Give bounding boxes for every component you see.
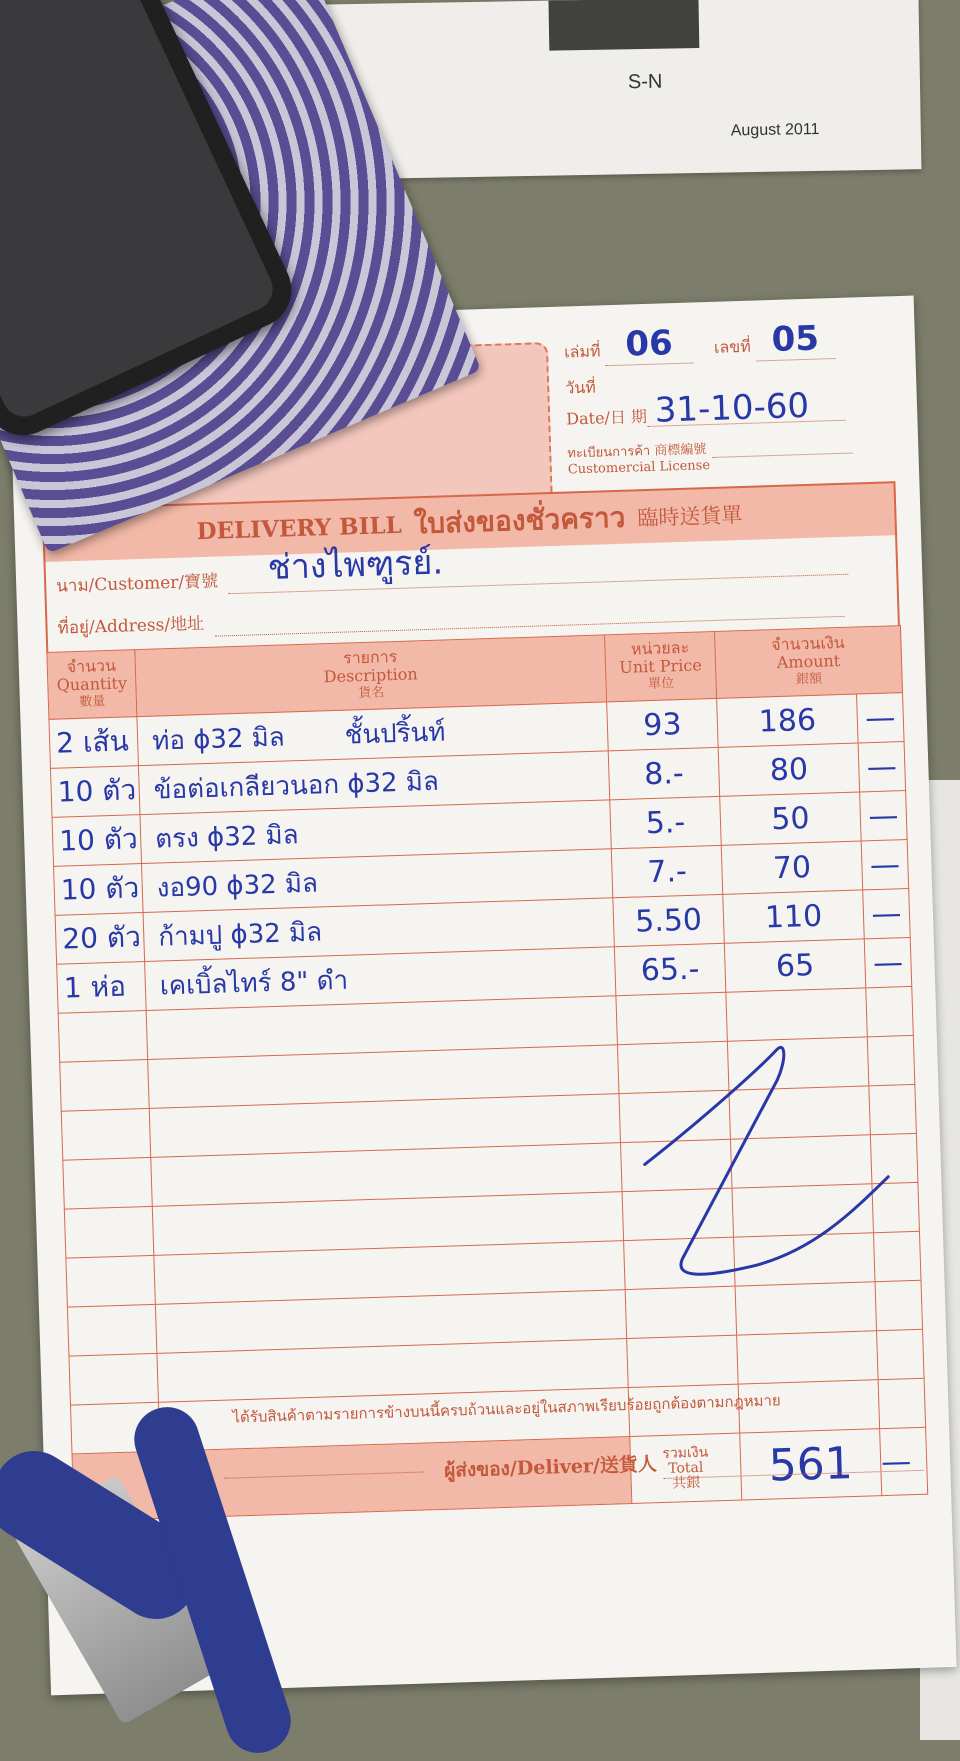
license-label-th: ทะเบียนการค้า 商標編號: [567, 442, 707, 462]
background-date: August 2011: [730, 120, 820, 140]
date-field: [565, 370, 845, 430]
row-price: 65.-: [614, 943, 725, 995]
total-value: 561: [740, 1429, 882, 1500]
row-note: ชั้นปริ้นท์: [344, 716, 446, 751]
row-qty: 10 ตัว: [54, 864, 143, 916]
stapler: [0, 1430, 400, 1750]
address-label: ที่อยู่/Address/地址: [57, 613, 205, 639]
row-dash: —: [863, 888, 911, 938]
row-dash: —: [858, 742, 906, 792]
background-label: S-N: [627, 70, 663, 94]
date-label: Date/日 期: [565, 406, 648, 429]
row-amount: 50: [720, 792, 861, 845]
license-field: [567, 438, 853, 479]
row-price: 5.-: [610, 796, 721, 848]
row-amount: 186: [717, 694, 858, 747]
number-value: 05: [755, 318, 836, 361]
row-desc: งอ90 ϕ32 มิล: [142, 849, 613, 913]
date-label-th: วันที่: [564, 377, 597, 398]
number-label: เลขที่: [713, 336, 752, 357]
row-qty: 10 ตัว: [50, 766, 139, 818]
row-price: 93: [607, 698, 718, 750]
customer-value: ช่างไพฑูรย์.: [267, 542, 444, 588]
desc-header: รายการ Description 貨名: [135, 635, 607, 717]
row-amount: 110: [723, 890, 864, 943]
row-price: 5.50: [613, 894, 724, 946]
bill-title-en: DELIVERY BILL: [196, 511, 403, 545]
signature-scribble: [636, 1037, 893, 1285]
row-amount: 70: [721, 841, 862, 894]
total-label: รวมเงิน Total 共銀: [630, 1433, 742, 1503]
book-value: 06: [605, 323, 694, 367]
row-price: 8.-: [608, 747, 719, 799]
row-qty: 20 ตัว: [55, 913, 144, 965]
row-amount: 80: [718, 743, 859, 796]
row-desc: ก้ามปู ϕ32 มิล: [143, 898, 614, 962]
row-dash: —: [864, 937, 912, 987]
total-dash: —: [880, 1427, 928, 1495]
customer-label: นาม/Customer/寶號: [55, 571, 219, 597]
row-qty: 10 ตัว: [52, 815, 141, 867]
qty-header: จำนวน Quantity 數量: [47, 650, 137, 720]
row-dash: —: [860, 791, 908, 841]
printed-image: [548, 0, 699, 51]
bill-title-cn: 臨時送貨單: [637, 503, 743, 531]
book-label: เล่มที่: [563, 341, 601, 362]
amount-header: จำนวนเงิน Amount 銀額: [715, 626, 903, 699]
row-desc: เคเบิ้ลไทร์ 8" ดำ: [145, 947, 616, 1011]
row-price: 7.-: [611, 845, 722, 897]
row-desc: ท่อ ϕ32 มิล ชั้นปริ้นท์: [137, 702, 608, 766]
row-qty: 2 เส้น: [49, 717, 138, 769]
license-label: Customercial License: [567, 458, 711, 478]
row-desc: ข้อต่อเกลียวนอก ϕ32 มิล: [138, 751, 609, 815]
bill-title-th: ใบส่งของชั่วคราว: [413, 500, 626, 541]
row-dash: —: [857, 693, 905, 743]
row-dash: —: [861, 840, 909, 890]
row-amount: 65: [724, 939, 865, 992]
row-qty: 1 ห่อ: [57, 962, 146, 1014]
price-header: หน่วยละ Unit Price 單位: [605, 631, 717, 701]
footer-note: ได้รับสินค้าตามรายการข้างบนนี้ครบถ้วนและอยู่ในสภาพเรียบร้อยถูกต้องตามกฎหมาย: [232, 1391, 781, 1427]
book-number: [563, 318, 835, 366]
deliver-label: ผู้ส่งของ/Deliver/送貨人: [443, 1453, 658, 1482]
row-desc: ตรง ϕ32 มิล: [140, 800, 611, 864]
date-value: 31-10-60: [646, 390, 845, 427]
